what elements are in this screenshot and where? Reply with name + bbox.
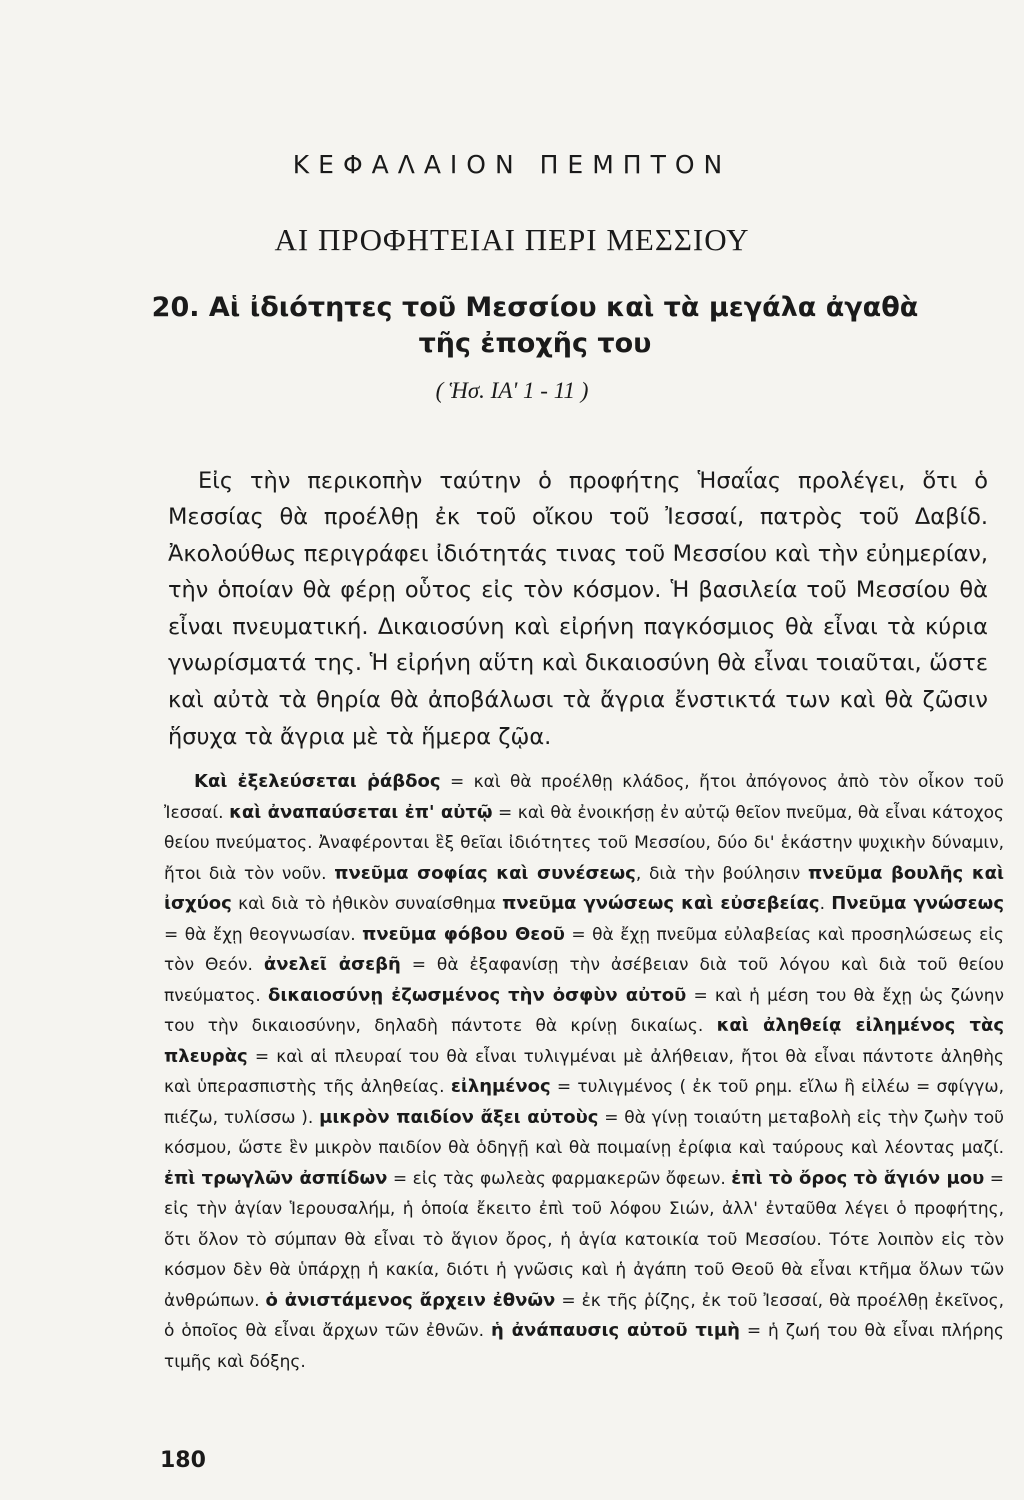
commentary-term: Πνεῦμα γνώσεως bbox=[831, 893, 1004, 914]
commentary-term: καὶ ἀληθείᾳ εἰλημένος τὰς πλευρὰς bbox=[164, 1015, 1004, 1067]
commentary-gloss: = θὰ ἔχῃ πνεῦμα εὐλαβείας καὶ προσηλώσεως εἰς τὸν Θεόν. bbox=[164, 924, 1004, 975]
commentary-paragraph bbox=[164, 767, 1004, 1377]
commentary-term: καὶ ἀναπαύσεται ἐπ' αὐτῷ bbox=[229, 801, 493, 823]
chapter-title: ΚΕΦΑΛΑΙΟΝ ΠΕΜΠΤΟΝ bbox=[292, 150, 732, 179]
commentary-term: ἡ ἀνάπαυσις αὐτοῦ τιμὴ bbox=[491, 1320, 740, 1341]
commentary-gloss: , διὰ τὴν βούλησιν bbox=[635, 863, 809, 884]
commentary-gloss: = τυλιγμένος ( ἐκ τοῦ ρημ. εἴλω ἢ εἰλέω = σφίγγω, πιέζω, τυλίσσω ). bbox=[164, 1077, 1004, 1128]
commentary-term: δικαιοσύνῃ ἐζωσμένος τὴν ὀσφὺν αὐτοῦ bbox=[268, 984, 687, 1006]
commentary-term: εἰλημένος bbox=[450, 1076, 551, 1097]
commentary-term: Καὶ ἐξελεύσεται ῥάβδος bbox=[194, 771, 441, 792]
scripture-reference: ( Ἡσ. ΙΑ' 1 - 11 ) bbox=[435, 378, 589, 403]
commentary-term: ἐπὶ τὸ ὄρος τὸ ἅγιόν μου bbox=[731, 1167, 985, 1189]
commentary-gloss: . bbox=[819, 894, 832, 914]
commentary-gloss: = ἡ ζωή του θὰ εἶναι πλήρης τιμῆς καὶ δόξης. bbox=[164, 1321, 1004, 1372]
commentary-term: μικρὸν παιδίον ἄξει αὐτοὺς bbox=[319, 1106, 599, 1128]
commentary-gloss: = καὶ θὰ προέλθῃ κλάδος, ἤτοι ἀπόγονος ἀπὸ τὸν οἶκον τοῦ Ἰεσσαί. bbox=[164, 772, 1004, 823]
commentary-gloss: = εἰς τὰς φωλεὰς φαρμακερῶν ὄφεων. bbox=[387, 1168, 732, 1189]
commentary-gloss: = καὶ ἡ μέση του θὰ ἔχῃ ὡς ζώνην του τὴν δικαιοσύνην, δηλαδὴ πάντοτε θὰ κρίνῃ δικαίως. bbox=[164, 985, 1004, 1036]
commentary-gloss: = καὶ θὰ ἐνοικήσῃ ἐν αὐτῷ θεῖον πνεῦμα, θὰ εἶναι κάτοχος θείου πνεύματος. Ἀναφέρονται ἓξ θεῖαι ἰδιότητες τοῦ Μεσσίου, δύο δι' ἑκάστην ψυχικὴν δύναμιν, ἤτοι διὰ τὸν νοῦν. bbox=[164, 802, 1004, 884]
commentary-term: πνεῦμα γνώσεως καὶ εὐσεβείας bbox=[502, 893, 820, 914]
commentary-gloss: = θὰ γίνῃ τοιαύτη μεταβολὴ εἰς τὴν ζωὴν τοῦ κόσμου, ὥστε ἓν μικρὸν παιδίον θὰ ὁδηγῇ καὶ θὰ ποιμαίνῃ ἐρίφια καὶ ταύρους καὶ λέοντας μαζί. bbox=[164, 1107, 1004, 1158]
section-heading: 20. Αἱ ἰδιότητες τοῦ Μεσσίου καὶ τὰ μεγάλα ἀγαθὰ τῆς ἐποχῆς του bbox=[151, 292, 919, 359]
commentary-term: ἐπὶ τρωγλῶν ἀσπίδων bbox=[164, 1167, 388, 1189]
chapter-subtitle: ΑΙ ΠΡΟΦΗΤΕΙΑΙ ΠΕΡΙ ΜΕΣΣΙΟΥ bbox=[274, 222, 750, 257]
page-number: 180 bbox=[160, 1448, 206, 1473]
commentary-gloss: καὶ διὰ τὸ ἠθικὸν συναίσθημα bbox=[231, 894, 503, 914]
intro-paragraph: Εἰς τὴν περικοπὴν ταύτην ὁ προφήτης Ἡσαΐας προλέγει, ὅτι ὁ Μεσσίας θὰ προέλθῃ ἐκ τοῦ οἴκου τοῦ Ἰεσσαί, πατρὸς τοῦ Δαβίδ. Ἀκολούθως περιγράφει ἰδιότητάς τινας τοῦ Μεσσίου καὶ τὴν εὐημερίαν, τὴν ὁποίαν θὰ φέρῃ οὗτος εἰς τὸν κόσμον. Ἡ βασιλεία τοῦ Μεσσίου θὰ εἶναι πνευματική. Δικαιοσύνη καὶ εἰρήνη παγκόσμιος θὰ εἶναι τὰ κύρια γνωρίσματά της. Ἡ εἰρήνη αὕτη καὶ δικαιοσύνη θὰ εἶναι τοιαῦται, ὥστε καὶ αὐτὰ τὰ θηρία θὰ ἀποβάλωσι τὰ ἄγρια ἔνστικτά των καὶ θὰ ζῶσιν ἥσυχα τὰ ἄγρια μὲ τὰ ἥμερα ζῷα. bbox=[168, 467, 988, 750]
commentary-gloss: = θὰ ἐξαφανίσῃ τὴν ἀσέβειαν διὰ τοῦ λόγου καὶ διὰ τοῦ θείου πνεύματος. bbox=[164, 955, 1005, 1006]
commentary-term: ὁ ἀνιστάμενος ἄρχειν ἐθνῶν bbox=[265, 1289, 556, 1311]
commentary-term: πνεῦμα φόβου Θεοῦ bbox=[362, 923, 565, 945]
commentary-term: πνεῦμα σοφίας καὶ συνέσεως bbox=[334, 862, 636, 884]
commentary-term: πνεῦμα βουλῆς καὶ ἰσχύος bbox=[164, 862, 1004, 914]
commentary-gloss: = θὰ ἔχῃ θεογνωσίαν. bbox=[164, 924, 363, 945]
commentary-gloss: = εἰς τὴν ἁγίαν Ἱερουσαλήμ, ἡ ὁποία ἔκειτο ἐπὶ τοῦ λόφου Σιών, ἀλλ' ἐνταῦθα λέγει ὁ προφήτης, ὅτι ὅλον τὸ σύμπαν θὰ εἶναι τὸ ἅγιον ὄρος, ἡ ἁγία κατοικία τοῦ Μεσσίου. Τότε λοιπὸν εἰς τὸν κόσμον δὲν θὰ ὑπάρχῃ ἡ κακία, διότι ἡ γνῶσις καὶ ἡ ἀγάπη τοῦ Θεοῦ θὰ εἶναι κτῆμα ὅλων τῶν ἀνθρώπων. bbox=[164, 1168, 1004, 1311]
commentary-gloss: = καὶ αἱ πλευραί του θὰ εἶναι τυλιγμέναι μὲ ἀλήθειαν, ἤτοι θὰ εἶναι πάντοτε ἀληθὴς καὶ ὑπερασπιστὴς τῆς ἀληθείας. bbox=[164, 1046, 1004, 1097]
commentary-gloss: = ἐκ τῆς ῥίζης, ἐκ τοῦ Ἰεσσαί, θὰ προέλθῃ ἐκεῖνος, ὁ ὁποῖος θὰ εἶναι ἄρχων τῶν ἐθνῶν. bbox=[164, 1290, 1005, 1341]
commentary-term: ἀνελεῖ ἀσεβῆ bbox=[263, 954, 401, 975]
